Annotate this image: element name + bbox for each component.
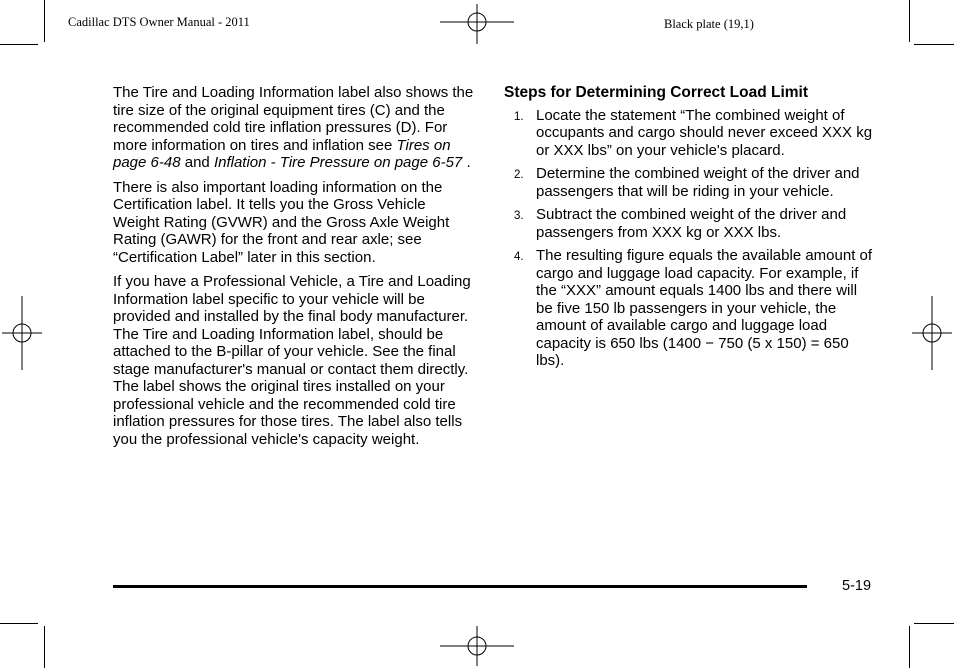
- paragraph-text: The Tire and Loading Information label also shows the tire size of the original equipment tires (C) and the recommended cold tire inflation pressures (D). For more information on tires and inflation see: [113, 84, 474, 154]
- paragraph-text: .: [462, 154, 471, 171]
- list-item: [504, 206, 874, 241]
- crop-mark-bottom-left-v: [44, 626, 45, 668]
- crop-mark-bottom-left-h: [0, 623, 38, 624]
- list-item: [504, 165, 874, 200]
- header-title: Cadillac DTS Owner Manual - 2011: [68, 15, 250, 29]
- left-column: [113, 84, 475, 455]
- header-plate-label: Black plate (19,1): [664, 17, 754, 31]
- right-column: [504, 84, 874, 376]
- list-item: [504, 247, 874, 370]
- step-text: Locate the statement “The combined weight of occupants and cargo should never exceed XXX kg or XXX lbs” on your vehicle's placard.: [536, 106, 873, 159]
- footer-rule: [113, 585, 807, 588]
- registration-mark-bottom-icon: [440, 626, 514, 666]
- registration-mark-left-icon: [2, 296, 42, 370]
- crop-mark-top-left-v: [44, 0, 45, 42]
- step-number: 2.: [514, 169, 524, 181]
- section-heading: Steps for Determining Correct Load Limit: [504, 84, 809, 101]
- crop-mark-bottom-right-v: [909, 626, 910, 668]
- registration-mark-top-icon: [440, 4, 514, 44]
- crop-mark-top-right-v: [909, 0, 910, 42]
- step-text: Subtract the combined weight of the driver and passengers from XXX kg or XXX lbs.: [536, 206, 847, 241]
- paragraph-text: and: [180, 154, 214, 171]
- certification-label-paragraph: There is also important loading information on the Certification label. It tells you the Gross Vehicle Weight Rating (GVWR) and the Gross Axle Weight Rating (GAWR) for the front and rear axle; see “Certification Label” later in this section.: [113, 178, 450, 266]
- crop-mark-top-left-h: [0, 44, 38, 45]
- steps-list: [504, 107, 874, 370]
- step-number: 4.: [514, 251, 524, 263]
- crop-mark-bottom-right-h: [914, 623, 954, 624]
- cross-reference-link[interactable]: Tires on page 6-48: [113, 136, 451, 171]
- list-item: [504, 107, 874, 160]
- step-number: 3.: [514, 210, 524, 222]
- step-number: 1.: [514, 110, 524, 123]
- crop-mark-top-right-h: [914, 44, 954, 45]
- step-text: Determine the combined weight of the driver and passengers that will be riding in your vehicle.: [536, 165, 860, 200]
- professional-vehicle-paragraph: If you have a Professional Vehicle, a Tire and Loading Information label specific to your vehicle will be provided and installed by the final body manufacturer. The Tire and Loading Information label, should be attached to the B-pillar of your vehicle. See the final stage manufacturer's manual or contact them directly. The label shows the original tires installed on your professional vehicle and the recommended cold tire inflation pressures for those tires. The label also tells you the professional vehicle's capacity weight.: [113, 273, 471, 448]
- registration-mark-right-icon: [912, 296, 952, 370]
- step-text: The resulting figure equals the available amount of cargo and luggage load capacity. For example, if the “XXX” amount equals 1400 lbs and there will be five 150 lb passengers in your vehicle, the amount of available cargo and luggage load capacity is 650 lbs (1400 − 750 (5 x 150) = 650 lbs).: [536, 247, 873, 369]
- tire-label-paragraph: [113, 84, 475, 172]
- cross-reference-link[interactable]: Inflation - Tire Pressure on page 6-57: [213, 154, 463, 171]
- page-number: 5-19: [842, 578, 872, 594]
